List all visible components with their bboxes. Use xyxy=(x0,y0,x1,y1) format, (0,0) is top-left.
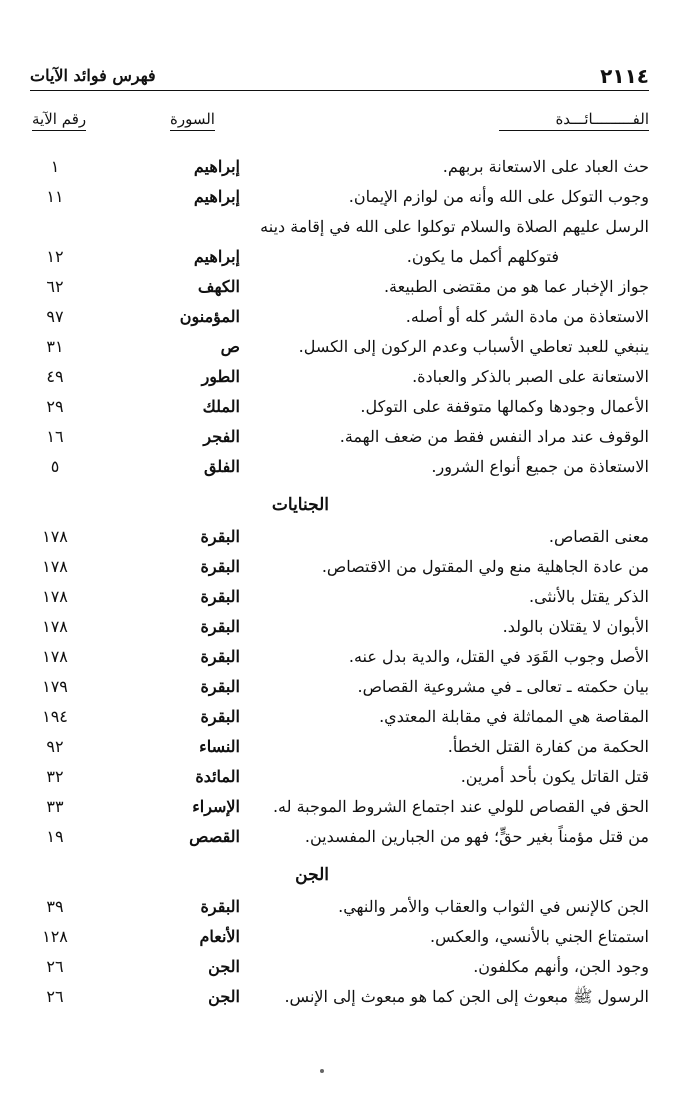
ayah-number: ١٢ xyxy=(46,247,64,266)
benefit-text: الأبوان لا يقتلان بالولد. xyxy=(502,617,649,636)
index-row xyxy=(30,702,649,732)
running-head xyxy=(30,64,649,91)
page-number: ٢١١٤ xyxy=(600,64,649,88)
benefit-text-continued: فتوكلهم أكمل ما يكون. xyxy=(406,247,559,266)
index-row xyxy=(30,242,649,272)
index-row xyxy=(30,792,649,822)
ayah-number: ٦٢ xyxy=(46,277,64,296)
benefit-text: حث العباد على الاستعانة بربهم. xyxy=(442,157,649,176)
index-row xyxy=(30,952,649,982)
ayah-number: ٢٩ xyxy=(46,397,64,416)
benefit-text: قتل القاتل يكون بأحد أمرين. xyxy=(460,767,649,786)
ayah-number: ٩٧ xyxy=(46,307,64,326)
ayah-number: ١٢٨ xyxy=(42,927,68,946)
index-row xyxy=(30,422,649,452)
benefit-text: الأعمال وجودها وكمالها متوقفة على التوكل. xyxy=(360,397,649,416)
index-row xyxy=(30,272,649,302)
surah-name: إبراهيم xyxy=(193,187,240,206)
benefit-text: الاستعاذة من جميع أنواع الشرور. xyxy=(431,457,649,476)
benefit-text: الوقوف عند مراد النفس فقط من ضعف الهمة. xyxy=(339,427,649,446)
surah-name: البقرة xyxy=(200,527,240,546)
index-row xyxy=(30,922,649,952)
benefit-text: وجوب التوكل على الله وأنه من لوازم الإيمان. xyxy=(348,187,649,206)
index-row xyxy=(30,212,649,242)
index-row xyxy=(30,332,649,362)
ayah-number: ١٩ xyxy=(46,827,64,846)
surah-name: المائدة xyxy=(195,767,240,786)
index-row xyxy=(30,392,649,422)
ayah-number: ١٧٨ xyxy=(42,527,68,546)
surah-name: البقرة xyxy=(200,557,240,576)
surah-name: النساء xyxy=(199,737,240,756)
index-row xyxy=(30,892,649,922)
ayah-number: ٤٩ xyxy=(46,367,64,386)
benefit-text: الاستعانة على الصبر بالذكر والعبادة. xyxy=(412,367,649,386)
surah-name: البقرة xyxy=(200,707,240,726)
benefit-text: وجود الجن، وأنهم مكلفون. xyxy=(473,957,649,976)
ayah-number: ٣٩ xyxy=(46,897,64,916)
ayah-number: ١ xyxy=(50,157,60,176)
page-speck xyxy=(320,1069,324,1073)
index-row xyxy=(30,732,649,762)
surah-name: الفجر xyxy=(203,427,240,446)
section-title: الجنايات xyxy=(271,495,329,515)
surah-name: الملك xyxy=(202,397,240,416)
index-row xyxy=(30,452,649,482)
surah-name: إبراهيم xyxy=(193,157,240,176)
surah-name: الإسراء xyxy=(192,797,240,816)
ayah-number: ٣١ xyxy=(46,337,64,356)
index-row xyxy=(30,642,649,672)
surah-name: الجن xyxy=(208,957,240,976)
ayah-number: ١١ xyxy=(46,187,64,206)
ayah-number: ٩٢ xyxy=(46,737,64,756)
ayah-number: ٢٦ xyxy=(46,987,64,1006)
column-headers xyxy=(30,110,649,136)
index-row xyxy=(30,982,649,1012)
surah-name: الكهف xyxy=(197,277,240,296)
surah-name: البقرة xyxy=(200,897,240,916)
index-row xyxy=(30,552,649,582)
index-row xyxy=(30,182,649,212)
surah-name: الأنعام xyxy=(199,927,240,946)
index-row xyxy=(30,612,649,642)
benefit-text: ينبغي للعبد تعاطي الأسباب وعدم الركون إلى الكسل. xyxy=(298,337,649,356)
column-header-ayah: رقم الآية xyxy=(32,110,86,131)
surah-name: البقرة xyxy=(200,677,240,696)
benefit-text: من قتل مؤمناً بغير حقٍّ؛ فهو من الجبارين المفسدين. xyxy=(304,827,649,846)
column-header-surah: السورة xyxy=(170,110,215,131)
running-title: فهرس فوائد الآيات xyxy=(30,66,156,85)
ayah-number: ١٧٨ xyxy=(42,647,68,666)
benefit-text: من عادة الجاهلية منع ولي المقتول من الاقتصاص. xyxy=(321,557,649,576)
benefit-text: الحق في القصاص للولي عند اجتماع الشروط الموجبة له. xyxy=(272,797,649,816)
benefit-text: استمتاع الجني بالأنسي، والعكس. xyxy=(429,927,649,946)
benefit-text: جواز الإخبار عما هو من مقتضى الطبيعة. xyxy=(383,277,649,296)
benefit-text: الاستعاذة من مادة الشر كله أو أصله. xyxy=(405,307,649,326)
surah-name: البقرة xyxy=(200,617,240,636)
benefit-text: الحكمة من كفارة القتل الخطأ. xyxy=(447,737,649,756)
ayah-number: ١٩٤ xyxy=(42,707,68,726)
surah-name: القصص xyxy=(189,827,240,846)
index-row xyxy=(30,822,649,852)
surah-name: الطور xyxy=(201,367,240,386)
surah-name: البقرة xyxy=(200,587,240,606)
ayah-number: ١٦ xyxy=(46,427,64,446)
benefit-text: بيان حكمته ـ تعالى ـ في مشروعية القصاص. xyxy=(357,677,649,696)
ayah-number: ١٧٨ xyxy=(42,587,68,606)
index-row xyxy=(30,522,649,552)
index-row xyxy=(30,152,649,182)
index-row xyxy=(30,672,649,702)
surah-name: إبراهيم xyxy=(193,247,240,266)
surah-name: البقرة xyxy=(200,647,240,666)
ayah-number: ١٧٨ xyxy=(42,557,68,576)
benefit-text: معنى القصاص. xyxy=(548,527,649,546)
benefit-text: المقاصة هي المماثلة في مقابلة المعتدي. xyxy=(379,707,649,726)
surah-name: الفلق xyxy=(203,457,240,476)
ayah-number: ١٧٨ xyxy=(42,617,68,636)
index-row xyxy=(30,362,649,392)
ayah-number: ٣٣ xyxy=(46,797,64,816)
index-row xyxy=(30,302,649,332)
index-row xyxy=(30,762,649,792)
surah-name: ص xyxy=(220,337,240,356)
ayah-number: ٣٢ xyxy=(46,767,64,786)
ayah-number: ١٧٩ xyxy=(42,677,68,696)
benefit-text: الأصل وجوب القَوَد في القتل، والدية بدل عنه. xyxy=(348,647,649,666)
column-header-benefit: الفـــــــــائـــدة xyxy=(499,110,649,131)
ayah-number: ٢٦ xyxy=(46,957,64,976)
benefit-text: الجن كالإنس في الثواب والعقاب والأمر والنهي. xyxy=(338,897,649,916)
index-row xyxy=(30,582,649,612)
benefit-text: الذكر يقتل بالأنثى. xyxy=(529,587,649,606)
ayah-number: ٥ xyxy=(50,457,60,476)
benefit-text: الرسول ﷺ مبعوث إلى الجن كما هو مبعوث إلى الإنس. xyxy=(284,987,649,1006)
surah-name: المؤمنون xyxy=(179,307,240,326)
section-title: الجن xyxy=(295,865,329,885)
index-body xyxy=(30,152,649,1012)
benefit-text: الرسل عليهم الصلاة والسلام توكلوا على الله في إقامة دينه xyxy=(260,217,649,236)
surah-name: الجن xyxy=(208,987,240,1006)
